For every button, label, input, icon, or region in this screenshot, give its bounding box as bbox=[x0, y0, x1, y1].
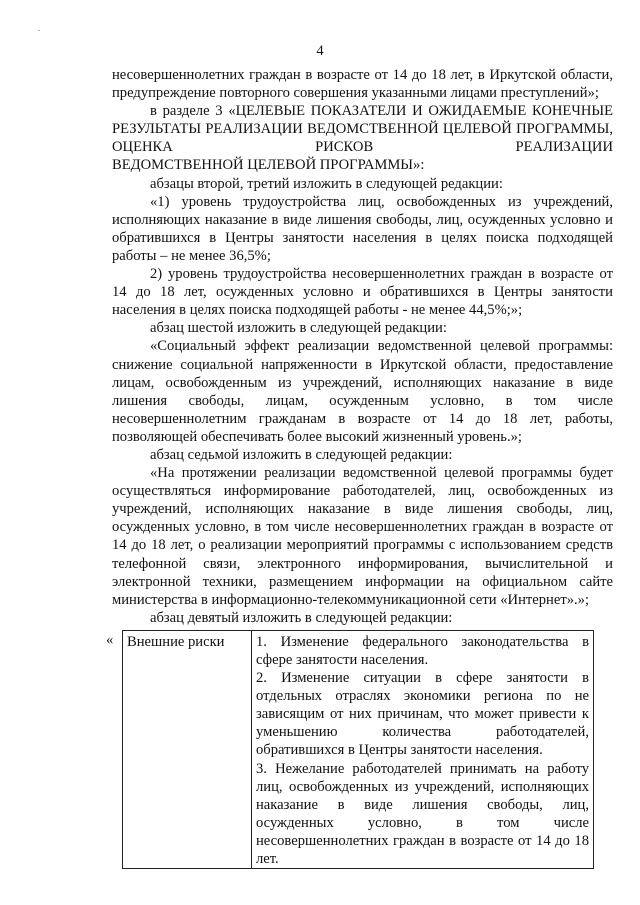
table-row bbox=[123, 630, 594, 868]
risk-item-1: 1. Изменение федерального законодательства в сфере занятости населения. bbox=[256, 633, 589, 668]
document-body bbox=[106, 66, 613, 869]
opening-quote: « bbox=[106, 631, 114, 648]
indicator-2: 2) уровень трудоустройства несовершеннолетних граждан в возрасте от 14 до 18 лет, осужденных условно и обратившихся в Центры занятости населения в целях поиска подходящей работы - не менее 44,5%;»; bbox=[112, 266, 613, 319]
risk-table bbox=[122, 630, 594, 869]
section-3-heading-end: ВЕДОМСТВЕННОЙ ЦЕЛЕВОЙ ПРОГРАММЫ»: bbox=[112, 157, 425, 174]
instruction-paragraphs-2-3: абзацы второй, третий изложить в следующей редакции: bbox=[150, 175, 503, 192]
risk-item-3: 3. Нежелание работодателей принимать на работу лиц, освобожденных из учреждений, исполняющих наказание в виде лишения свободы, лиц, осужденных условно, в том числе несовершеннолетних граждан в возрасте от 14 до 18 лет. bbox=[256, 760, 589, 868]
risk-category-cell: Внешние риски bbox=[123, 630, 252, 868]
indicator-1: «1) уровень трудоустройства лиц, освобожденных из учреждений, исполняющих наказание в виде лишения свободы, лиц, осужденных условно и обратившихся в Центры занятости населения в целях поиска подходящей работы – не менее 36,5%; bbox=[112, 193, 613, 264]
section-3-heading: в разделе 3 «ЦЕЛЕВЫЕ ПОКАЗАТЕЛИ И ОЖИДАЕМЫЕ КОНЕЧНЫЕ РЕЗУЛЬТАТЫ РЕАЛИЗАЦИИ ВЕДОМСТВЕННОЙ ЦЕЛЕВОЙ ПРОГРАММЫ, ОЦЕНКА РИСКОВ РЕАЛИЗАЦИИ bbox=[112, 103, 613, 156]
instruction-paragraph-6: абзац шестой изложить в следующей редакции: bbox=[150, 320, 447, 337]
instruction-paragraph-7: абзац седьмой изложить в следующей редакции: bbox=[150, 446, 453, 463]
paragraph-continuation: несовершеннолетних граждан в возрасте от 14 до 18 лет, в Иркутской области, предупреждение повторного совершения указанными лицами преступлений»; bbox=[112, 67, 613, 102]
page-number: 4 bbox=[316, 43, 324, 59]
scan-speck bbox=[38, 30, 40, 31]
informing-paragraph: «На протяжении реализации ведомственной целевой программы будет осуществляться информирование работодателей, лиц, освобожденных из учреждений, исполняющих наказание в виде лишения свободы, лиц, осужденных условно, в том числе несовершеннолетних граждан в возрасте от 14 до 18 лет, о реализации мероприятий программы с использованием средств телефонной связи, электронного информирования, вычислительной и электронной техники, размещением информации на официальном сайте министерства в информационно-телекоммуникационной сети «Интернет».»; bbox=[112, 465, 613, 608]
social-effect-paragraph: «Социальный эффект реализации ведомственной целевой программы: снижение социальной напряженности в Иркутской области, предоставление лицам, освобожденным из учреждений, исполняющих наказание в виде лишения свободы, лицам, осужденным условно, в том числе несовершеннолетним гражданам в возрасте от 14 до 18 лет, работы, позволяющей обеспечивать более высокий жизненный уровень.»; bbox=[112, 338, 613, 445]
risk-table-block bbox=[106, 630, 613, 869]
instruction-paragraph-9: абзац девятый изложить в следующей редакции: bbox=[150, 609, 453, 626]
risk-item-2: 2. Изменение ситуации в сфере занятости в отдельных отраслях экономики региона по не зависящим от них причинам, что может привести к уменьшению количества работодателей, обратившихся в Центры занятости населения. bbox=[256, 670, 589, 759]
risk-list-cell bbox=[252, 630, 594, 868]
